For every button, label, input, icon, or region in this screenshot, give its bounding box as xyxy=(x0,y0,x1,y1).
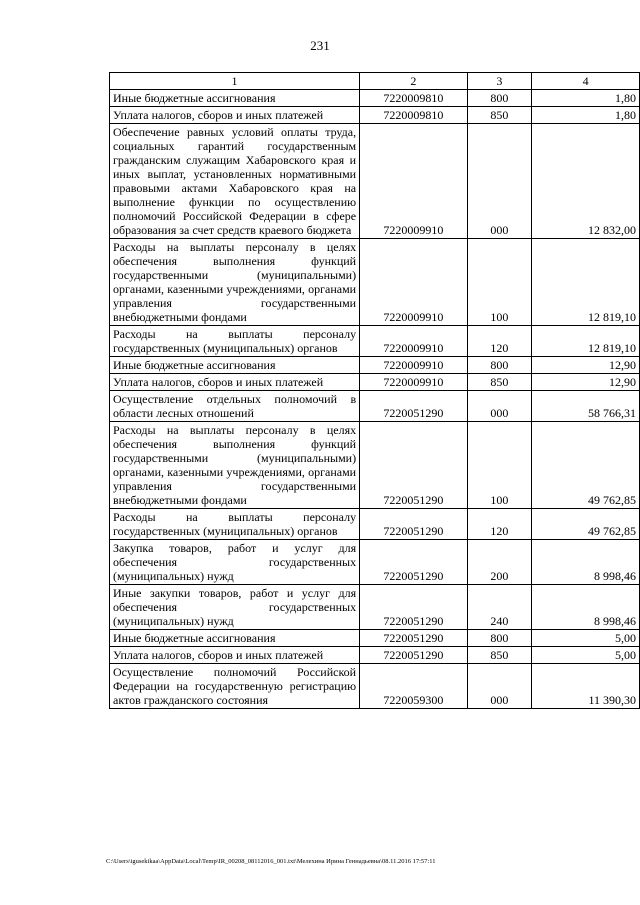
table-row xyxy=(110,585,640,630)
column-header: 4 xyxy=(532,73,640,90)
target-code-cell: 7220009910 xyxy=(360,326,468,357)
target-code-cell: 7220009810 xyxy=(360,90,468,107)
amount-cell: 8 998,46 xyxy=(532,585,640,630)
expense-type-cell: 120 xyxy=(467,509,532,540)
description-cell: Иные бюджетные ассигнования xyxy=(110,90,360,107)
table-row xyxy=(110,90,640,107)
target-code-cell: 7220051290 xyxy=(360,391,468,422)
table-row xyxy=(110,239,640,326)
expense-type-cell: 800 xyxy=(467,90,532,107)
table-row xyxy=(110,540,640,585)
target-code-cell: 7220051290 xyxy=(360,509,468,540)
target-code-cell: 7220009910 xyxy=(360,124,468,239)
amount-cell: 12 832,00 xyxy=(532,124,640,239)
table-row xyxy=(110,509,640,540)
page-number: 231 xyxy=(310,38,330,53)
table-row xyxy=(110,422,640,509)
description-cell: Осуществление отдельных полномочий в области лесных отношений xyxy=(110,391,360,422)
amount-cell: 5,00 xyxy=(532,630,640,647)
description-cell: Расходы на выплаты персоналу в целях обеспечения выполнения функций государственными (муниципальными) органами, казенными учреждениями, органами управления государственными внебюджетными фондами xyxy=(110,239,360,326)
expense-type-cell: 240 xyxy=(467,585,532,630)
amount-cell: 12 819,10 xyxy=(532,239,640,326)
table-row xyxy=(110,647,640,664)
table-row xyxy=(110,326,640,357)
target-code-cell: 7220051290 xyxy=(360,630,468,647)
column-header: 3 xyxy=(467,73,532,90)
target-code-cell: 7220051290 xyxy=(360,585,468,630)
target-code-cell: 7220009810 xyxy=(360,107,468,124)
amount-cell: 8 998,46 xyxy=(532,540,640,585)
table-row xyxy=(110,357,640,374)
amount-cell: 12 819,10 xyxy=(532,326,640,357)
amount-cell: 49 762,85 xyxy=(532,509,640,540)
description-cell: Иные бюджетные ассигнования xyxy=(110,357,360,374)
target-code-cell: 7220059300 xyxy=(360,664,468,709)
description-cell: Расходы на выплаты персоналу государственных (муниципальных) органов xyxy=(110,326,360,357)
file-path-footer: C:\Users\igusekikaa\AppData\Local\Temp\IR_00208_08112016_001.txt\Мелехина Ирина Геннадьевна\08.11.2016 17:57:11 xyxy=(106,858,436,865)
expense-type-cell: 850 xyxy=(467,647,532,664)
amount-cell: 49 762,85 xyxy=(532,422,640,509)
target-code-cell: 7220051290 xyxy=(360,422,468,509)
amount-cell: 12,90 xyxy=(532,357,640,374)
description-cell: Осуществление полномочий Российской Федерации на государственную регистрацию актов гражданского состояния xyxy=(110,664,360,709)
expense-type-cell: 000 xyxy=(467,391,532,422)
expense-type-cell: 100 xyxy=(467,422,532,509)
amount-cell: 12,90 xyxy=(532,374,640,391)
description-cell: Обеспечение равных условий оплаты труда, социальных гарантий государственным гражданским служащим Хабаровского края и иных выплат, установленных нормативными правовыми актами Хабаровского края на выполнение функции по осуществлению полномочий Российской Федерации в сфере образования за счет средств краевого бюджета xyxy=(110,124,360,239)
table-row xyxy=(110,124,640,239)
amount-cell: 58 766,31 xyxy=(532,391,640,422)
budget-table xyxy=(109,72,640,709)
expense-type-cell: 800 xyxy=(467,630,532,647)
target-code-cell: 7220009910 xyxy=(360,357,468,374)
amount-cell: 1,80 xyxy=(532,90,640,107)
description-cell: Закупка товаров, работ и услуг для обеспечения государственных (муниципальных) нужд xyxy=(110,540,360,585)
target-code-cell: 7220051290 xyxy=(360,647,468,664)
table-row xyxy=(110,374,640,391)
description-cell: Расходы на выплаты персоналу государственных (муниципальных) органов xyxy=(110,509,360,540)
description-cell: Уплата налогов, сборов и иных платежей xyxy=(110,107,360,124)
expense-type-cell: 000 xyxy=(467,124,532,239)
expense-type-cell: 100 xyxy=(467,239,532,326)
description-cell: Расходы на выплаты персоналу в целях обеспечения выполнения функций государственными (муниципальными) органами, казенными учреждениями, органами управления государственными внебюджетными фондами xyxy=(110,422,360,509)
table-row xyxy=(110,664,640,709)
target-code-cell: 7220009910 xyxy=(360,239,468,326)
amount-cell: 11 390,30 xyxy=(532,664,640,709)
expense-type-cell: 000 xyxy=(467,664,532,709)
expense-type-cell: 800 xyxy=(467,357,532,374)
target-code-cell: 7220051290 xyxy=(360,540,468,585)
column-header: 1 xyxy=(110,73,360,90)
amount-cell: 1,80 xyxy=(532,107,640,124)
description-cell: Иные закупки товаров, работ и услуг для обеспечения государственных (муниципальных) нужд xyxy=(110,585,360,630)
table-row xyxy=(110,391,640,422)
expense-type-cell: 850 xyxy=(467,374,532,391)
description-cell: Иные бюджетные ассигнования xyxy=(110,630,360,647)
expense-type-cell: 120 xyxy=(467,326,532,357)
table-header-row xyxy=(110,73,640,90)
amount-cell: 5,00 xyxy=(532,647,640,664)
column-header: 2 xyxy=(360,73,468,90)
expense-type-cell: 850 xyxy=(467,107,532,124)
description-cell: Уплата налогов, сборов и иных платежей xyxy=(110,647,360,664)
target-code-cell: 7220009910 xyxy=(360,374,468,391)
table-row xyxy=(110,107,640,124)
table-row xyxy=(110,630,640,647)
description-cell: Уплата налогов, сборов и иных платежей xyxy=(110,374,360,391)
expense-type-cell: 200 xyxy=(467,540,532,585)
